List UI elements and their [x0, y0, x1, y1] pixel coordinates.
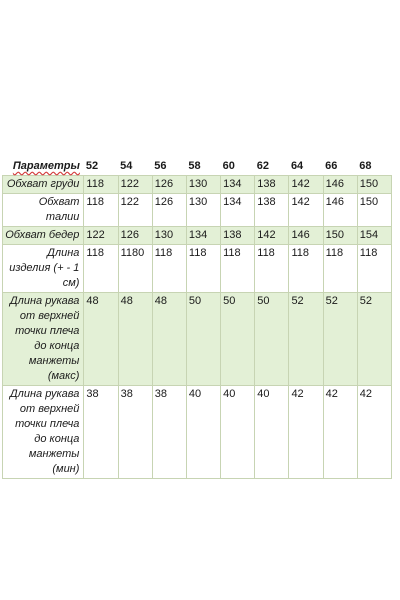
cell-waist-66: 146 — [323, 194, 357, 227]
size-header-66: 66 — [325, 160, 338, 172]
cell-sleeve-max-54: 48 — [118, 293, 152, 386]
cell-length-60: 118 — [221, 245, 255, 293]
row-waist — [3, 194, 392, 227]
cell-waist-56: 126 — [152, 194, 186, 227]
cell-sleeve-min-52: 38 — [84, 386, 118, 479]
cell-length-64: 118 — [289, 245, 323, 293]
row-label-sleeve-min: Длина рукава от верхней точки плеча до конца манжеты (мин) — [3, 386, 84, 479]
cell-sleeve-min-56: 38 — [152, 386, 186, 479]
cell-sleeve-max-52: 48 — [84, 293, 118, 386]
cell-chest-64: 142 — [289, 176, 323, 194]
cell-waist-52: 118 — [84, 194, 118, 227]
cell-chest-56: 126 — [152, 176, 186, 194]
cell-length-54: 1180 — [118, 245, 152, 293]
row-label-sleeve-max: Длина рукава от верхней точки плеча до конца манжеты (макс) — [3, 293, 84, 386]
cell-chest-60: 134 — [221, 176, 255, 194]
cell-sleeve-max-62: 50 — [255, 293, 289, 386]
size-header-54: 54 — [120, 160, 133, 172]
row-label-chest: Обхват груди — [3, 176, 84, 194]
size-header-58: 58 — [188, 160, 201, 172]
parameters-header-text: Параметры — [12, 160, 80, 172]
cell-hips-62: 142 — [255, 227, 289, 245]
cell-length-68: 118 — [357, 245, 391, 293]
cell-sleeve-max-60: 50 — [221, 293, 255, 386]
row-sleeve-max — [3, 293, 392, 386]
cell-sleeve-min-54: 38 — [118, 386, 152, 479]
size-header-62: 62 — [256, 160, 270, 172]
cell-hips-68: 154 — [357, 227, 391, 245]
cell-sleeve-min-66: 42 — [323, 386, 357, 479]
size-header-64: 64 — [290, 160, 304, 172]
cell-sleeve-min-68: 42 — [357, 386, 391, 479]
cell-sleeve-max-64: 52 — [289, 293, 323, 386]
row-label-waist: Обхват талии — [3, 194, 84, 227]
row-length — [3, 245, 392, 293]
cell-sleeve-max-68: 52 — [357, 293, 391, 386]
cell-length-52: 118 — [84, 245, 118, 293]
row-sleeve-min — [3, 386, 392, 479]
cell-hips-54: 126 — [118, 227, 152, 245]
cell-sleeve-min-64: 42 — [289, 386, 323, 479]
cell-chest-68: 150 — [357, 176, 391, 194]
cell-length-62: 118 — [255, 245, 289, 293]
size-header-52: 52 — [85, 160, 99, 172]
cell-waist-64: 142 — [289, 194, 323, 227]
cell-hips-66: 150 — [323, 227, 357, 245]
cell-length-66: 118 — [323, 245, 357, 293]
row-chest — [3, 176, 392, 194]
cell-chest-52: 118 — [84, 176, 118, 194]
size-header-56: 56 — [154, 160, 167, 172]
row-label-length: Длина изделия (+ - 1 см) — [3, 245, 84, 293]
row-hips — [3, 227, 392, 245]
cell-sleeve-max-56: 48 — [152, 293, 186, 386]
cell-length-56: 118 — [152, 245, 186, 293]
cell-waist-54: 122 — [118, 194, 152, 227]
cell-hips-56: 130 — [152, 227, 186, 245]
header-row — [3, 159, 392, 176]
size-chart-table — [2, 159, 392, 479]
cell-sleeve-min-58: 40 — [186, 386, 220, 479]
size-header-60: 60 — [222, 160, 235, 172]
row-label-hips: Обхват бедер — [3, 227, 84, 245]
cell-sleeve-max-66: 52 — [323, 293, 357, 386]
cell-sleeve-max-58: 50 — [186, 293, 220, 386]
cell-waist-68: 150 — [357, 194, 391, 227]
cell-hips-52: 122 — [84, 227, 118, 245]
cell-waist-58: 130 — [186, 194, 220, 227]
cell-hips-64: 146 — [289, 227, 323, 245]
cell-sleeve-min-60: 40 — [221, 386, 255, 479]
cell-waist-60: 134 — [221, 194, 255, 227]
cell-hips-58: 134 — [186, 227, 220, 245]
cell-chest-58: 130 — [186, 176, 220, 194]
cell-chest-62: 138 — [255, 176, 289, 194]
cell-sleeve-min-62: 40 — [255, 386, 289, 479]
cell-waist-62: 138 — [255, 194, 289, 227]
cell-length-58: 118 — [186, 245, 220, 293]
size-header-68: 68 — [359, 160, 372, 172]
parameters-header — [3, 159, 84, 176]
cell-chest-54: 122 — [118, 176, 152, 194]
cell-hips-60: 138 — [221, 227, 255, 245]
cell-chest-66: 146 — [323, 176, 357, 194]
